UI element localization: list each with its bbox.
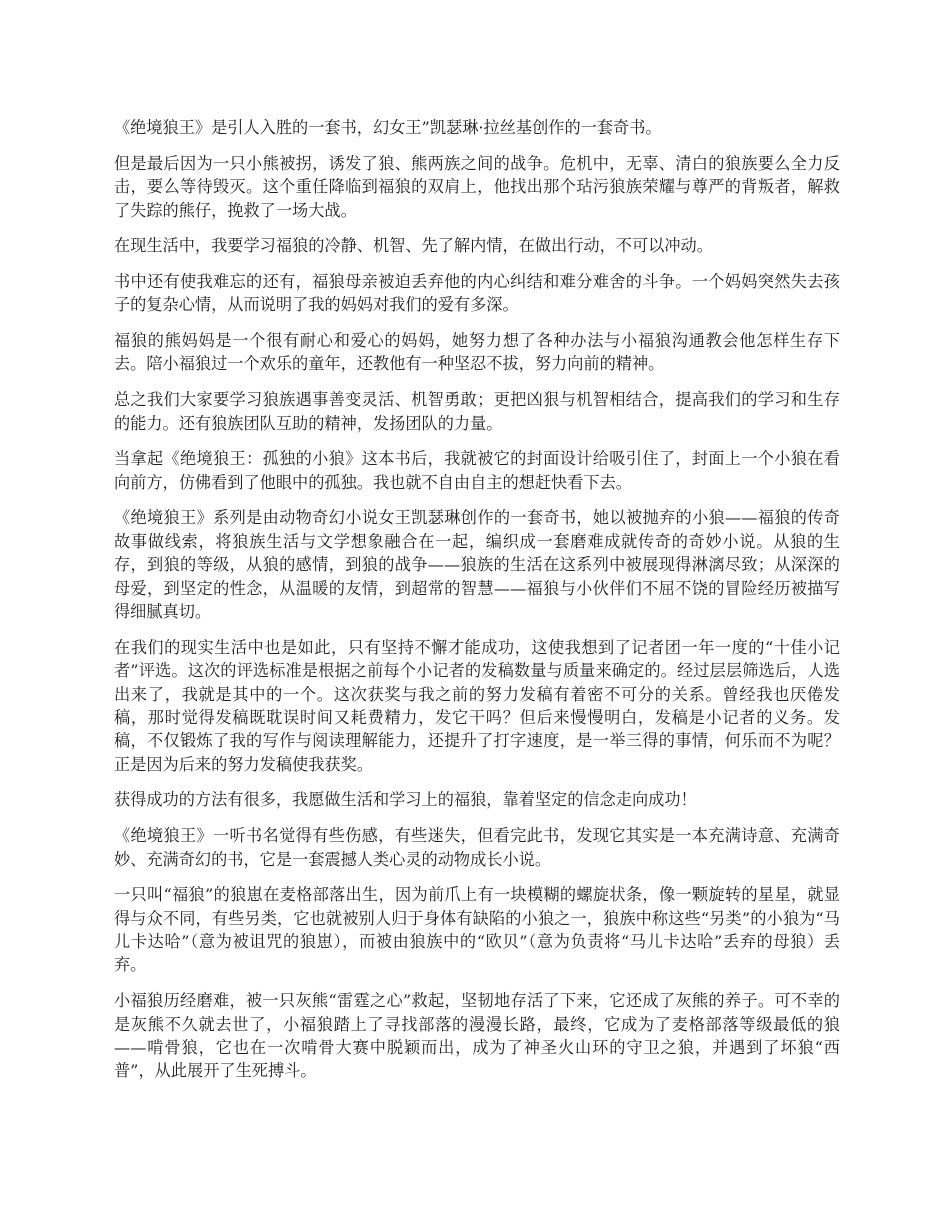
document-body — [114, 116, 840, 1095]
paragraph-9: 在我们的现实生活中也是如此，只有坚持不懈才能成功，这使我想到了记者团一年一度的“十佳小记者”评选。这次的评选标准是根据之前每个小记者的发稿数量与质量来确定的。经过层层筛选后，人选出来了，我就是其中的一个。这次获奖与我之前的努力发稿有着密不可分的关系。曾经我也厌倦发稿，那时觉得发稿既耽误时间又耗费精力，发它干吗？但后来慢慢明白，发稿是小记者的义务。发稿，不仅锻炼了我的写作与阅读理解能力，还提升了打字速度，是一举三得的事情，何乐而不为呢？正是因为后来的努力发稿使我获奖。 — [114, 637, 840, 774]
paragraph-11: 《绝境狼王》一听书名觉得有些伤感，有些迷失，但看完此书，发现它其实是一本充满诗意、充满奇妙、充满奇幻的书，它是一套震撼人类心灵的动物成长小说。 — [114, 826, 840, 869]
paragraph-4: 书中还有使我难忘的还有，福狼母亲被迫丢弃他的内心纠结和难分难舍的斗争。一个妈妈突然失去孩子的复杂心情，从而说明了我的妈妈对我们的爱有多深。 — [114, 271, 840, 315]
paragraph-3: 在现生活中，我要学习福狼的冷静、机智、先了解内情，在做出行动，不可以冲动。 — [114, 236, 713, 256]
paragraph-10: 获得成功的方法有很多，我愿做生活和学习上的福狼，靠着坚定的信念走向成功！ — [114, 790, 697, 810]
paragraph-7: 当拿起《绝境狼王：孤独的小狼》这本书后，我就被它的封面设计给吸引住了，封面上一个小狼在看向前方，仿佛看到了他眼中的孤独。我也就不自由自主的想赶快看下去。 — [114, 449, 840, 492]
paragraph-13: 小福狼历经磨难，被一只灰熊“雷霆之心”救起，坚韧地存活了下来，它还成了灰熊的养子。可不幸的是灰熊不久就去世了，小福狼踏上了寻找部落的漫漫长路，最终，它成为了麦格部落等级最低的狼——啃骨狼，它也在一次啃骨大赛中脱颖而出，成为了神圣火山环的守卫之狼，并遇到了坏狼“西普”，从此展开了生死搏斗。 — [114, 991, 840, 1081]
paragraph-8: 《绝境狼王》系列是由动物奇幻小说女王凯瑟琳创作的一套奇书，她以被抛弃的小狼——福狼的传奇故事做线索，将狼族生活与文学想象融合在一起，编织成一套磨难成就传奇的奇妙小说。从狼的生存，到狼的等级，从狼的感情，到狼的战争——狼族的生活在这系列中被展现得淋漓尽致；从深深的母爱，到坚定的性念，从温暖的友情，到超常的智慧——福狼与小伙伴们不屈不饶的冒险经历被描写得细腻真切。 — [114, 508, 840, 621]
paragraph-2: 但是最后因为一只小熊被拐，诱发了狼、熊两族之间的战争。危机中，无辜、清白的狼族要么全力反击，要么等待毁灭。这个重任降临到福狼的双肩上，他找出那个玷污狼族荣耀与尊严的背叛者，解救了失踪的熊仔，挽救了一场大战。 — [114, 153, 840, 220]
paragraph-5: 福狼的熊妈妈是一个很有耐心和爱心的妈妈，她努力想了各种办法与小福狼沟通教会他怎样生存下去。陪小福狼过一个欢乐的童年，还教他有一种坚忍不拔，努力向前的精神。 — [114, 331, 840, 374]
paragraph-1: 《绝境狼王》是引人入胜的一套书，幻女王”凯瑟琳·拉丝基创作的一套奇书。 — [114, 118, 662, 137]
paragraph-12: 一只叫“福狼”的狼崽在麦格部落出生，因为前爪上有一块模糊的螺旋状条，像一颗旋转的星星，就显得与众不同，有些另类，它也就被别人归于身体有缺陷的小狼之一，狼族中称这些“另类”的小狼为“马儿卡达哈”（意为被诅咒的狼崽），而被由狼族中的“欧贝”（意为负责将“马儿卡达哈”丢弃的母狼）丢弃。 — [114, 885, 840, 975]
paragraph-6: 总之我们大家要学习狼族遇事善变灵活、机智勇敢；更把凶狠与机智相结合，提高我们的学习和生存的能力。还有狼族团队互助的精神，发扬团队的力量。 — [114, 390, 840, 433]
